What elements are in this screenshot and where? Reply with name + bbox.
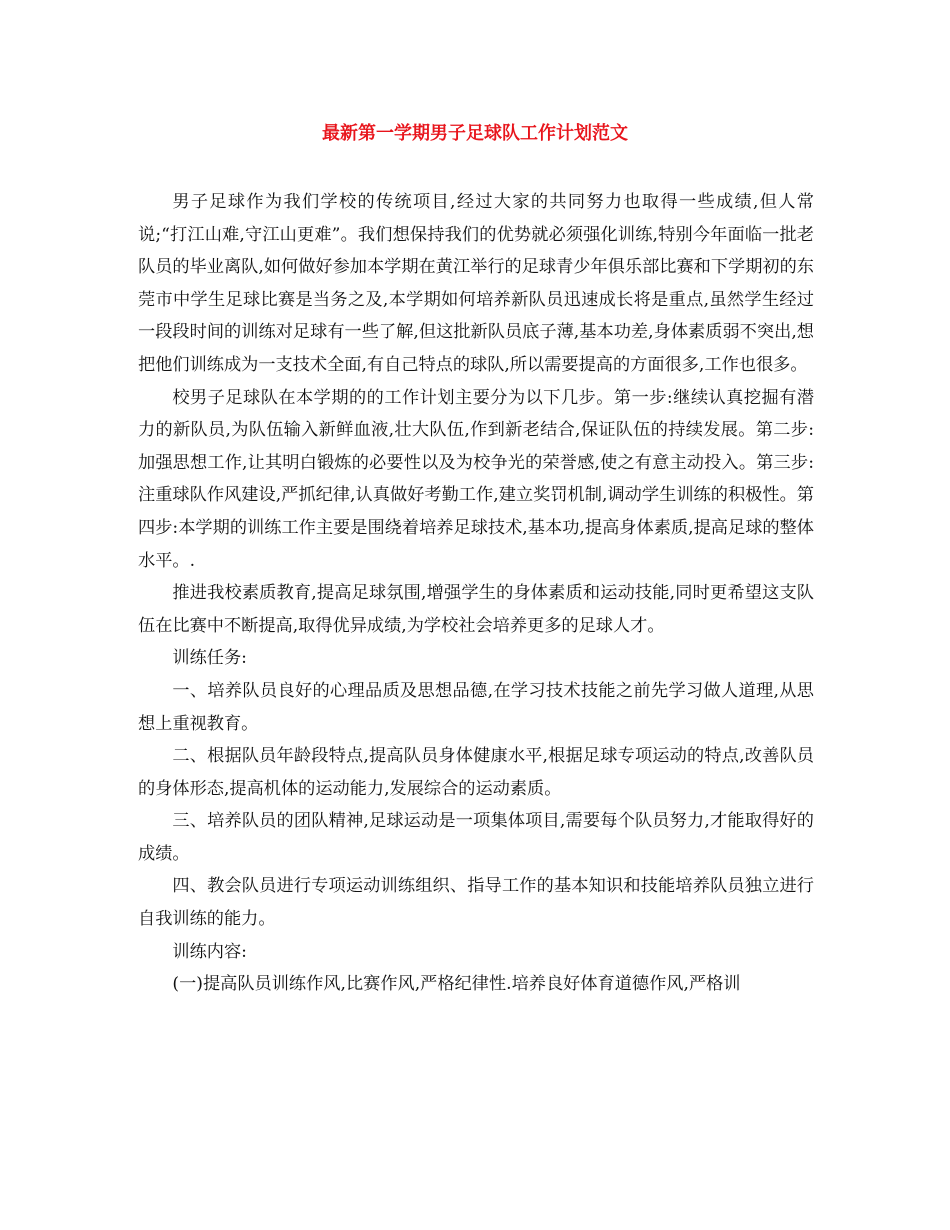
section-heading-training-tasks: 训练任务:: [172, 648, 247, 669]
paragraph-goals: 推进我校素质教育,提高足球氛围,增强学生的身体素质和运动技能,同时更希望这支队伍在比赛中不断提高,取得优异成绩,为学校社会培养更多的足球人才。: [138, 583, 814, 636]
task-item-3: 三、培养队员的团队精神,足球运动是一项集体项目,需要每个队员努力,才能取得好的成绩。: [138, 811, 814, 864]
section-heading-training-content: 训练内容:: [172, 941, 247, 962]
paragraph-intro: 男子足球作为我们学校的传统项目,经过大家的共同努力也取得一些成绩,但人常说;“打江山难,守江山更难”。我们想保持我们的优势就必须强化训练,特别今年面临一批老队员的毕业离队,如何做好参加本学期在黄江举行的足球青少年俱乐部比赛和下学期初的东莞市中学生足球比赛是当务之及,本学期如何培养新队员迅速成长将是重点,虽然学生经过一段段时间的训练对足球有一些了解,但这批新队员底子薄,基本功差,身体素质弱不突出,想把他们训练成为一支技术全面,有自己特点的球队,所以需要提高的方面很多,工作也很多。: [138, 192, 814, 375]
document-title: 最新第一学期男子足球队工作计划范文: [322, 123, 628, 144]
task-item-2: 二、根据队员年龄段特点,提高队员身体健康水平,根据足球专项运动的特点,改善队员的身体形态,提高机体的运动能力,发展综合的运动素质。: [138, 746, 814, 799]
task-item-4: 四、教会队员进行专项运动训练组织、指导工作的基本知识和技能培养队员独立进行自我训练的能力。: [138, 876, 814, 930]
content-item-1: (一)提高队员训练作风,比赛作风,严格纪律性.培养良好体育道德作风,严格训: [172, 974, 741, 995]
paragraph-plan-steps: 校男子足球队在本学期的的工作计划主要分为以下几步。第一步:继续认真挖掘有潜力的新队员,为队伍输入新鲜血液,壮大队伍,作到新老结合,保证队伍的持续发展。第二步:加强思想工作,让其明白锻炼的必要性以及为校争光的荣誉感,使之有意主动投入。第三步:注重球队作风建设,严抓纪律,认真做好考勤工作,建立奖罚机制,调动学生训练的积极性。第四步:本学期的训练工作主要是围绕着培养足球技术,基本功,提高身体素质,提高足球的整体水平。.: [138, 387, 814, 571]
document-body: [138, 186, 814, 1001]
task-item-1: 一、培养队员良好的心理品质及思想品德,在学习技术技能之前先学习做人道理,从思想上重视教育。: [138, 680, 814, 734]
